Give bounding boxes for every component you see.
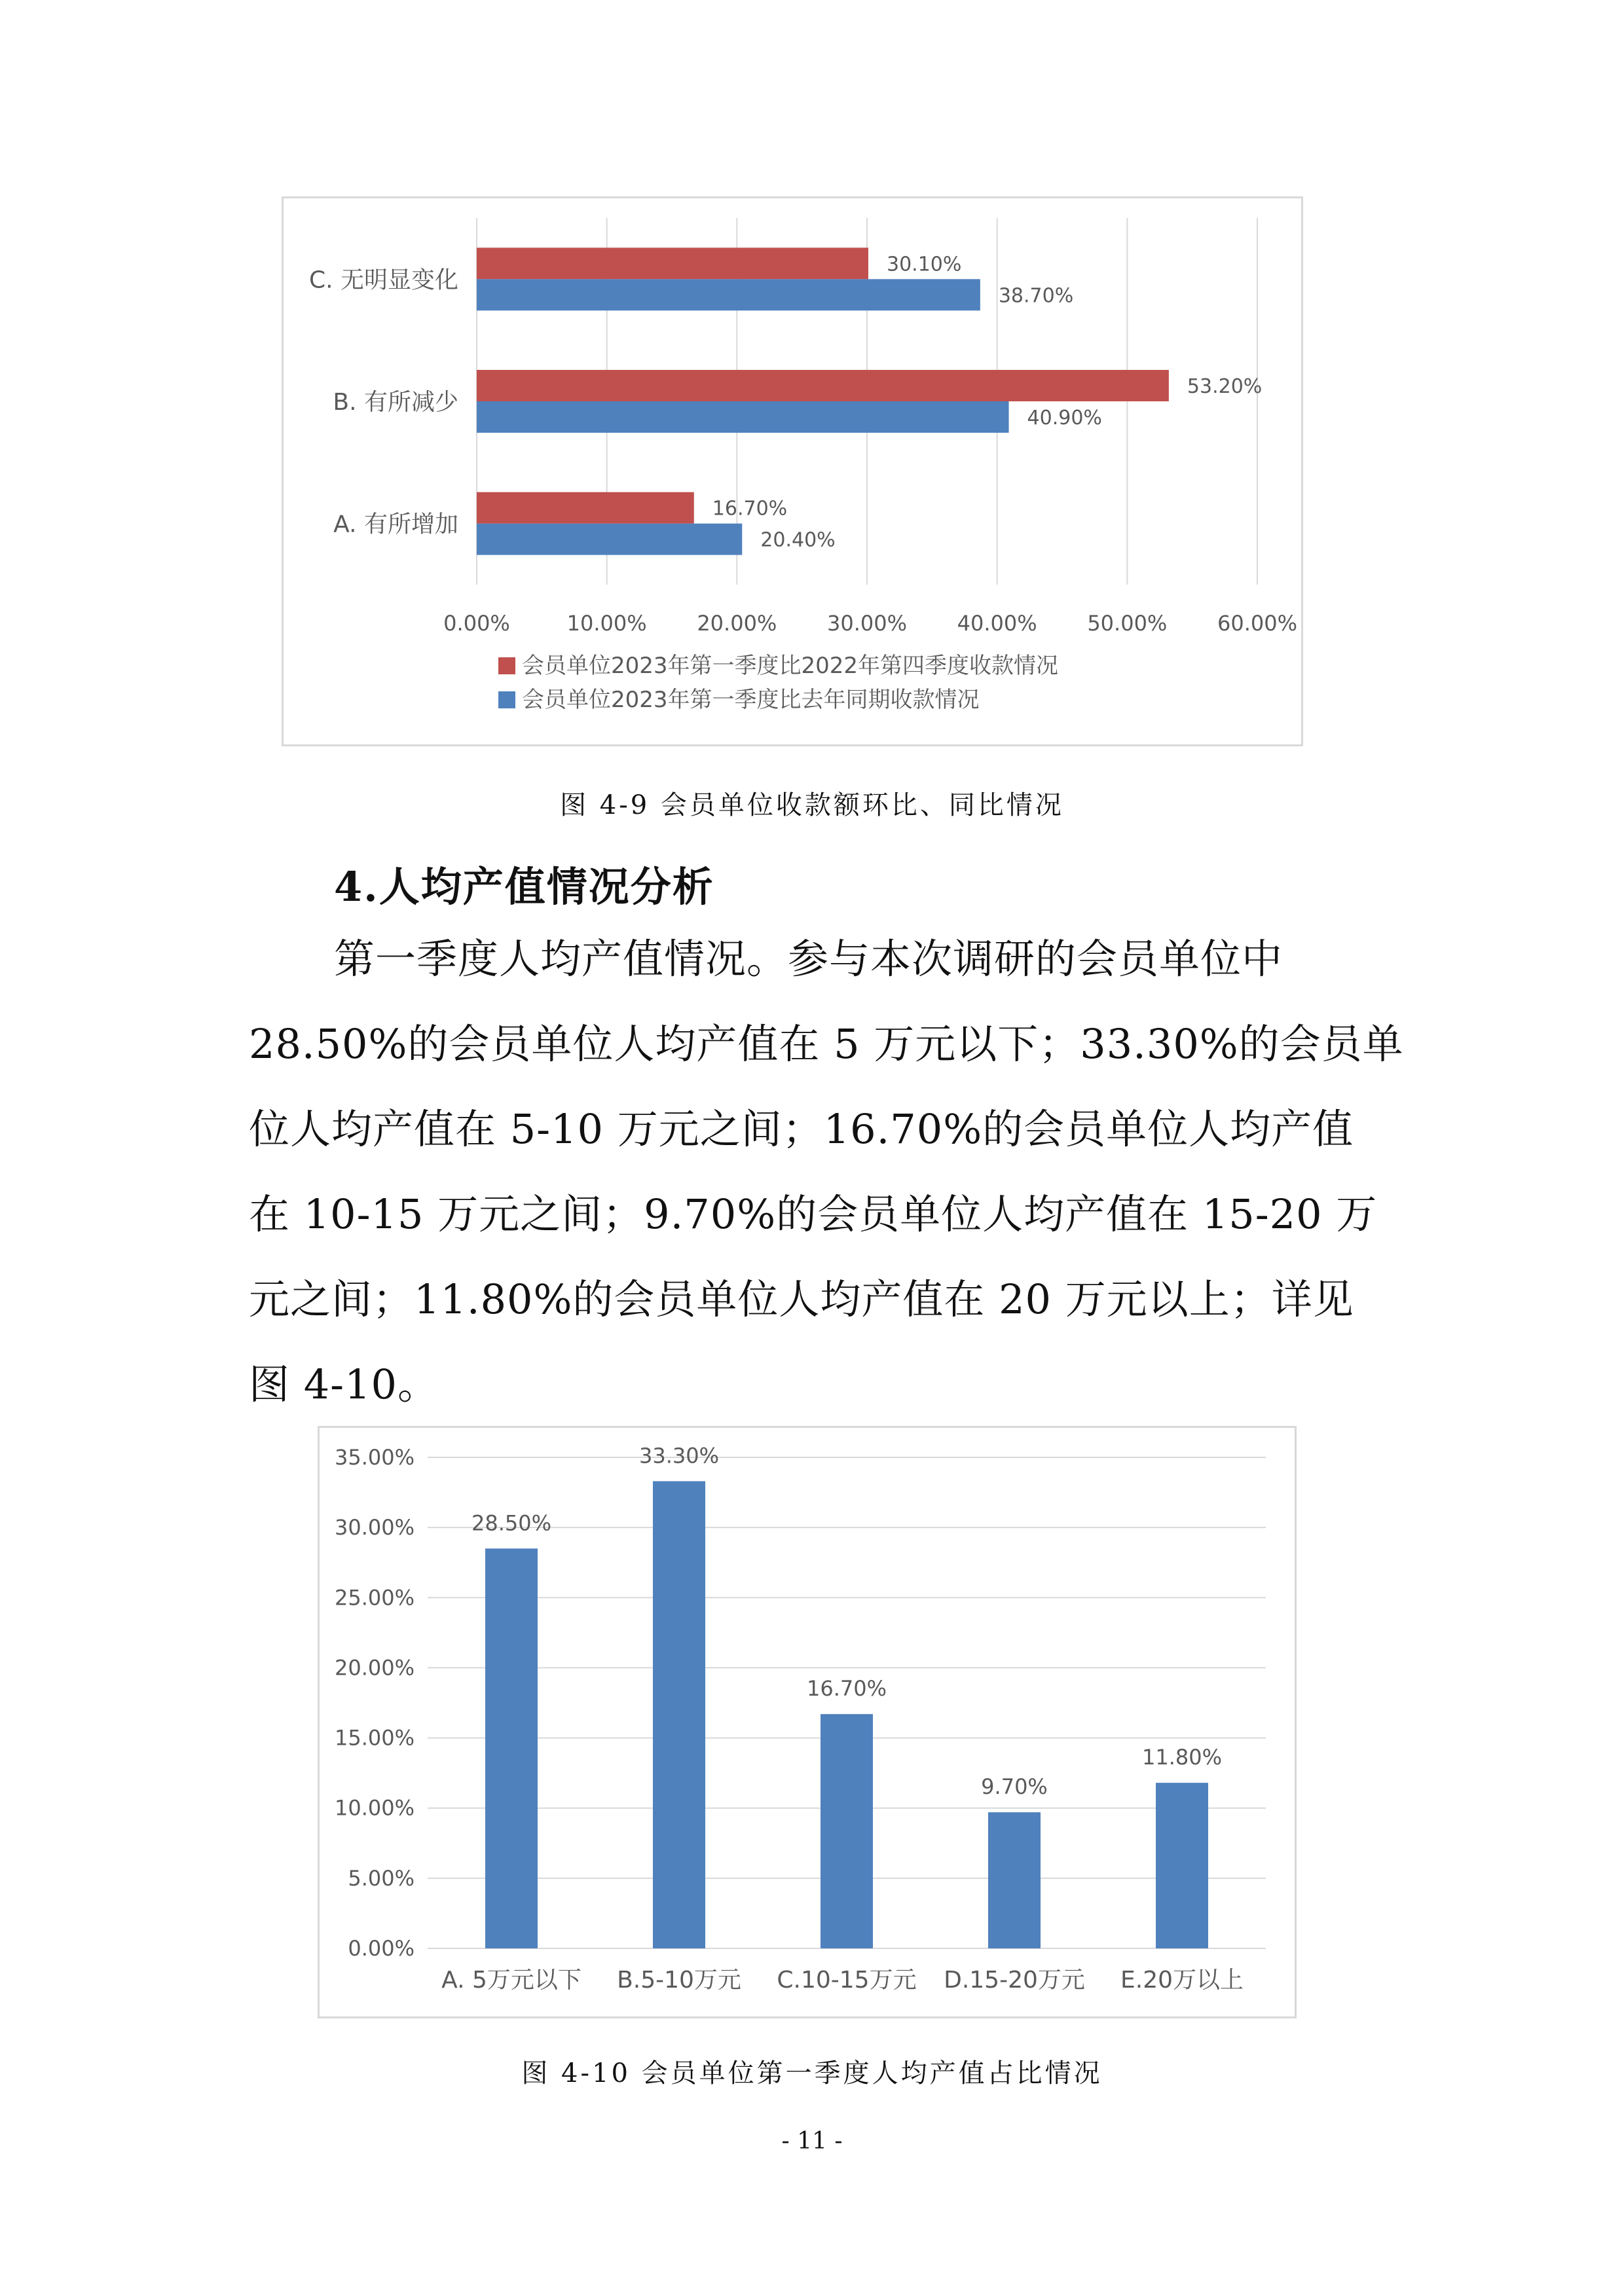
bar [477, 524, 742, 555]
data-label: 53.20% [1187, 375, 1263, 398]
paragraph-line: 第一季度人均产值情况。参与本次调研的会员单位中 [334, 935, 1283, 983]
paragraph-line: 28.50%的会员单位人均产值在 5 万元以下；33.30%的会员单 [249, 1020, 1404, 1068]
bar [477, 279, 980, 310]
x-tick-label: 40.00% [957, 611, 1037, 636]
x-tick-label: 20.00% [697, 611, 777, 636]
legend-swatch [498, 691, 515, 708]
data-label: 38.70% [998, 284, 1074, 308]
y-tick-label: 0.00% [348, 1936, 415, 1961]
bar [477, 401, 1009, 433]
y-tick-label: 15.00% [334, 1725, 415, 1751]
paragraph-line: 元之间；11.80%的会员单位人均产值在 20 万元以上；详见 [249, 1275, 1354, 1323]
x-category-label: B.5-10万元 [617, 1967, 741, 1994]
y-tick-label: 20.00% [334, 1655, 415, 1681]
x-tick-label: 60.00% [1217, 611, 1298, 636]
data-label: 30.10% [886, 253, 962, 276]
legend-entry: 会员单位2023年第一季度比2022年第四季度收款情况 [522, 653, 1059, 679]
y-category-label: B. 有所减少 [333, 389, 458, 416]
paragraph-line: 图 4-10。 [249, 1360, 439, 1408]
x-tick-label: 10.00% [566, 611, 647, 636]
paragraph-line: 位人均产值在 5-10 万元之间；16.70%的会员单位人均产值 [249, 1105, 1354, 1153]
legend-swatch [498, 657, 515, 674]
x-tick-label: 0.00% [443, 611, 510, 636]
data-label: 9.70% [981, 1774, 1048, 1800]
data-label: 20.40% [760, 528, 836, 552]
bar [485, 1548, 538, 1948]
page-number: - 11 - [781, 2128, 843, 2155]
y-tick-label: 5.00% [348, 1865, 415, 1891]
x-category-label: E.20万以上 [1120, 1967, 1244, 1994]
bar [821, 1714, 873, 1948]
bar [477, 247, 868, 279]
bar [477, 492, 694, 524]
x-tick-label: 50.00% [1087, 611, 1168, 636]
bar [653, 1481, 705, 1948]
bar [988, 1812, 1041, 1948]
data-label: 16.70% [806, 1676, 887, 1702]
x-tick-label: 30.00% [826, 611, 908, 636]
x-category-label: D.15-20万元 [944, 1967, 1085, 1994]
y-tick-label: 25.00% [334, 1585, 415, 1611]
chart-per-capita-svg [320, 1428, 1299, 2020]
section-heading: 4.人均产值情况分析 [334, 863, 714, 911]
data-label: 11.80% [1141, 1745, 1223, 1770]
data-label: 16.70% [712, 497, 788, 520]
chart-receipts-svg [284, 198, 1305, 748]
figure-caption-4-9: 图 4-9 会员单位收款额环比、同比情况 [560, 790, 1064, 820]
chart-per-capita [318, 1426, 1297, 2018]
y-tick-label: 35.00% [334, 1445, 415, 1470]
data-label: 28.50% [471, 1510, 552, 1536]
data-label: 40.90% [1027, 407, 1102, 429]
y-tick-label: 10.00% [334, 1795, 415, 1821]
paragraph-line: 在 10-15 万元之间；9.70%的会员单位人均产值在 15-20 万 [249, 1190, 1378, 1238]
y-category-label: A. 有所增加 [333, 511, 458, 538]
x-category-label: A. 5万元以下 [441, 1967, 581, 1994]
x-category-label: C.10-15万元 [777, 1967, 917, 1994]
bar [477, 370, 1169, 401]
y-category-label: C. 无明显变化 [308, 266, 458, 294]
figure-caption-4-10: 图 4-10 会员单位第一季度人均产值占比情况 [521, 2058, 1103, 2088]
data-label: 33.30% [638, 1443, 720, 1468]
bar [1156, 1783, 1208, 1948]
legend-entry: 会员单位2023年第一季度比去年同期收款情况 [522, 687, 980, 713]
chart-receipts [282, 196, 1303, 746]
y-tick-label: 30.00% [334, 1515, 415, 1540]
